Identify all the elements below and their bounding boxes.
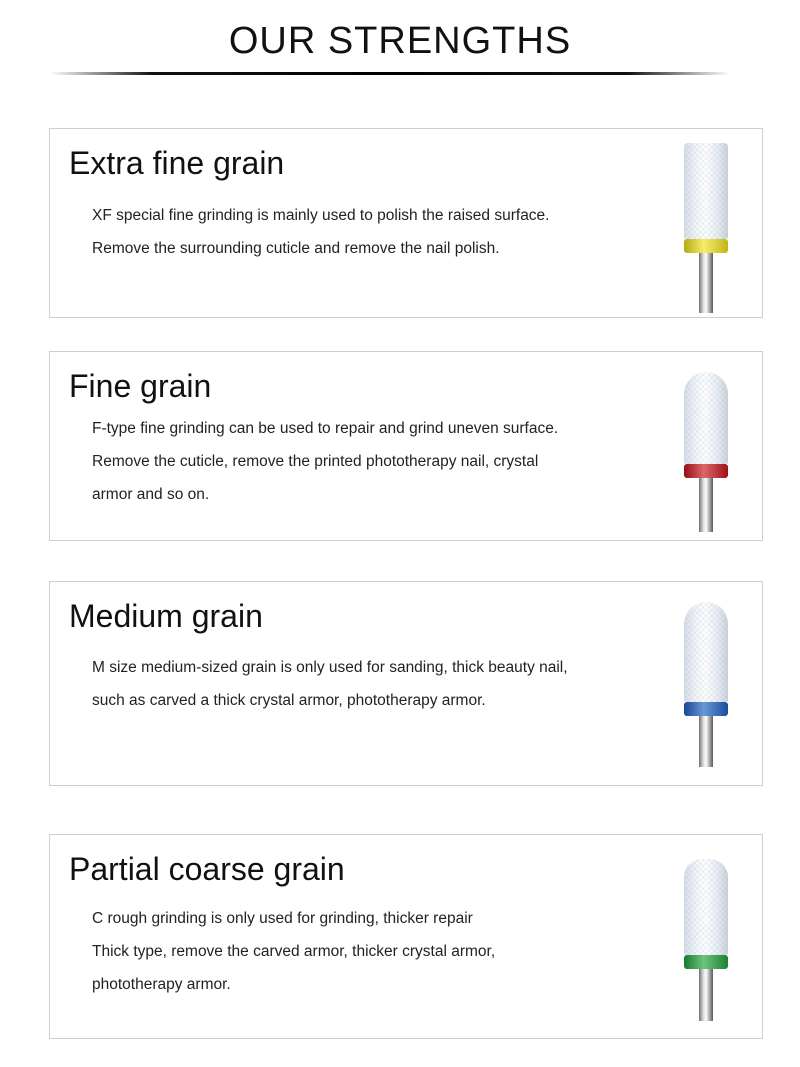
description-line: phototherapy armor. [92, 976, 231, 993]
nail-drill-bit-image [682, 143, 730, 313]
description-line: Thick type, remove the carved armor, thicker crystal armor, [92, 943, 496, 960]
bit-color-ring [684, 464, 728, 478]
bit-color-ring [684, 239, 728, 253]
nail-drill-bit-image [682, 602, 730, 767]
nail-drill-bit-image [682, 372, 730, 532]
description-line: C rough grinding is only used for grinding, thicker repair [92, 910, 473, 927]
bit-head [684, 143, 728, 239]
card-title: Fine grain [69, 368, 212, 404]
card-description [92, 199, 652, 265]
bit-color-ring [684, 702, 728, 716]
bit-shank [699, 253, 713, 313]
card-title: Extra fine grain [69, 145, 285, 181]
description-line: M size medium-sized grain is only used for sanding, thick beauty nail, [92, 659, 568, 676]
title-divider [50, 72, 730, 75]
card-description [92, 902, 652, 1001]
page-title: OUR STRENGTHS [228, 20, 572, 62]
card-description [92, 412, 652, 511]
card-description [92, 651, 652, 717]
bit-shank [699, 716, 713, 767]
description-line: armor and so on. [92, 486, 210, 503]
bit-head [684, 372, 728, 464]
description-line: Remove the surrounding cuticle and remove the nail polish. [92, 240, 500, 257]
description-line: XF special fine grinding is mainly used to polish the raised surface. [92, 207, 550, 224]
grain-card-extra-fine [49, 128, 763, 318]
card-title: Medium grain [69, 598, 263, 634]
grain-card-medium [49, 581, 763, 786]
bit-shank [699, 478, 713, 532]
bit-shank [699, 969, 713, 1021]
bit-head [684, 602, 728, 702]
card-title: Partial coarse grain [69, 851, 345, 887]
grain-card-partial-coarse [49, 834, 763, 1039]
bit-head [684, 859, 728, 955]
description-line: F-type fine grinding can be used to repair and grind uneven surface. [92, 420, 559, 437]
grain-card-fine [49, 351, 763, 541]
nail-drill-bit-image [682, 859, 730, 1021]
bit-color-ring [684, 955, 728, 969]
description-line: such as carved a thick crystal armor, phototherapy armor. [92, 692, 486, 709]
description-line: Remove the cuticle, remove the printed phototherapy nail, crystal [92, 453, 539, 470]
